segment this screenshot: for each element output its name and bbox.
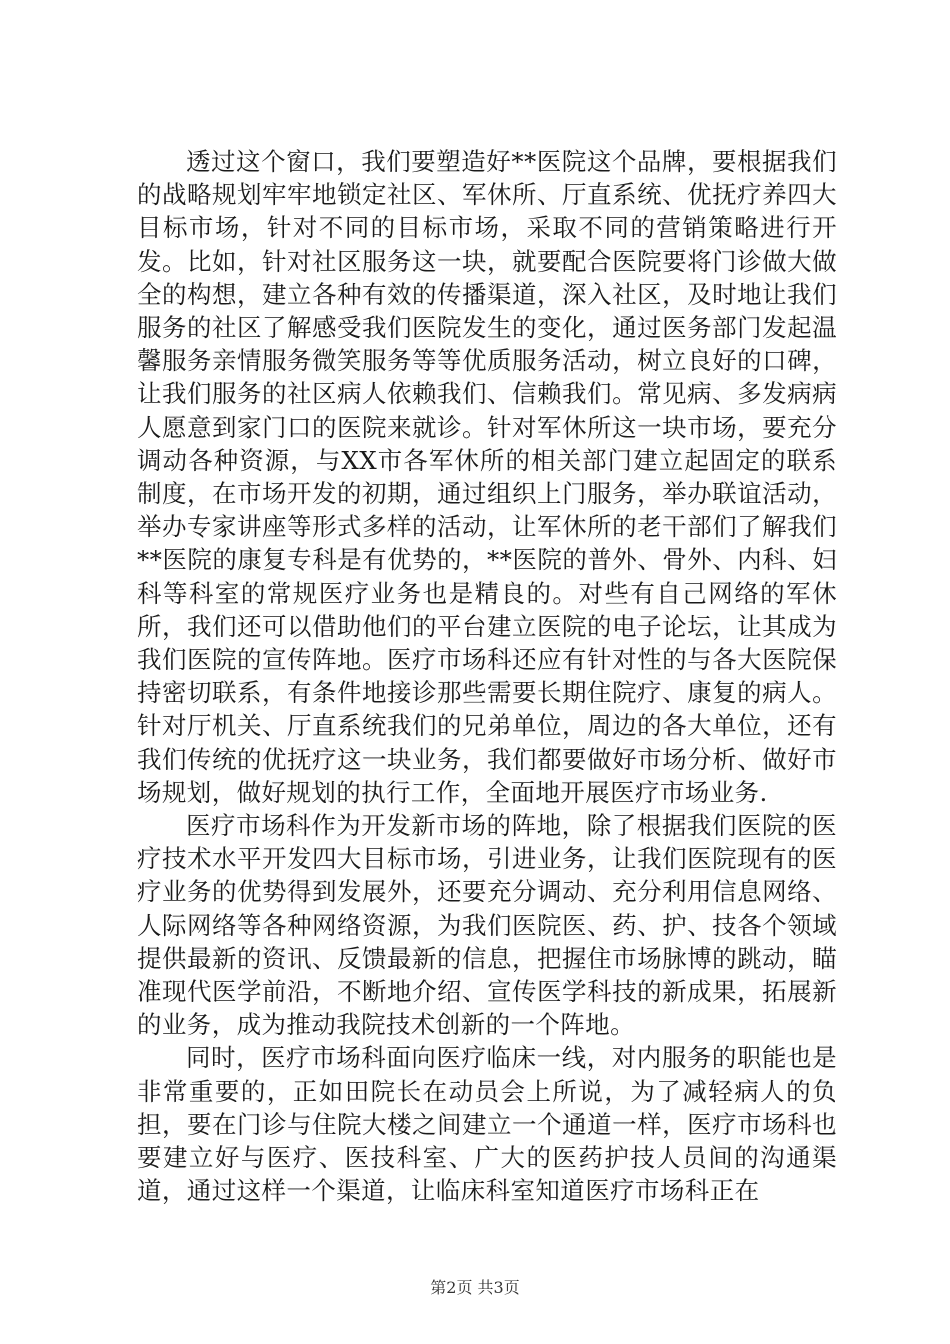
document-body [137,145,837,1208]
paragraph-1: 透过这个窗口，我们要塑造好**医院这个品牌，要根据我们的战略规划牢牢地锁定社区、军休所、厅直系统、优抚疗养四大目标市场，针对不同的目标市场，采取不同的营销策略进行开发。比如，针对社区服务这一块，就要配合医院要将门诊做大做全的构想，建立各种有效的传播渠道，深入社区，及时地让我们服务的社区了解感受我们医院发生的变化，通过医务部门发起温馨服务亲情服务微笑服务等等优质服务活动，树立良好的口碑，让我们服务的社区病人依赖我们、信赖我们。常见病、多发病病人愿意到家门口的医院来就诊。针对军休所这一块市场，要充分调动各种资源，与XX市各军休所的相关部门建立起固定的联系制度，在市场开发的初期，通过组织上门服务，举办联谊活动，举办专家讲座等形式多样的活动，让军休所的老干部们了解我们**医院的康复专科是有优势的，**医院的普外、骨外、内科、妇科等科室的常规医疗业务也是精良的。对些有自己网络的军休所，我们还可以借助他们的平台建立医院的电子论坛，让其成为我们医院的宣传阵地。医疗市场科还应有针对性的与各大医院保持密切联系，有条件地接诊那些需要长期住院疗、康复的病人。针对厅机关、厅直系统我们的兄弟单位，周边的各大单位，还有我们传统的优抚疗这一块业务，我们都要做好市场分析、做好市场规划，做好规划的执行工作，全面地开展医疗市场业务. [137,147,837,807]
paragraph-3: 同时，医疗市场科面向医疗临床一线，对内服务的职能也是非常重要的，正如田院长在动员会上所说，为了减轻病人的负担，要在门诊与住院大楼之间建立一个通道一样，医疗市场科也要建立好与医疗、医技科室、广大的医药护技人员间的沟通渠道，通过这样一个渠道，让临床科室知道医疗市场科正在 [137,1043,837,1206]
page-number-footer: 第2页 共3页 [430,1278,520,1297]
paragraph-2: 医疗市场科作为开发新市场的阵地，除了根据我们医院的医疗技术水平开发四大目标市场，引进业务，让我们医院现有的医疗业务的优势得到发展外，还要充分调动、充分利用信息网络、人际网络等各种网络资源，为我们医院医、药、护、技各个领域提供最新的资讯、反馈最新的信息，把握住市场脉博的跳动，瞄准现代医学前沿，不断地介绍、宣传医学科技的新成果，拓展新的业务，成为推动我院技术创新的一个阵地。 [137,811,837,1040]
